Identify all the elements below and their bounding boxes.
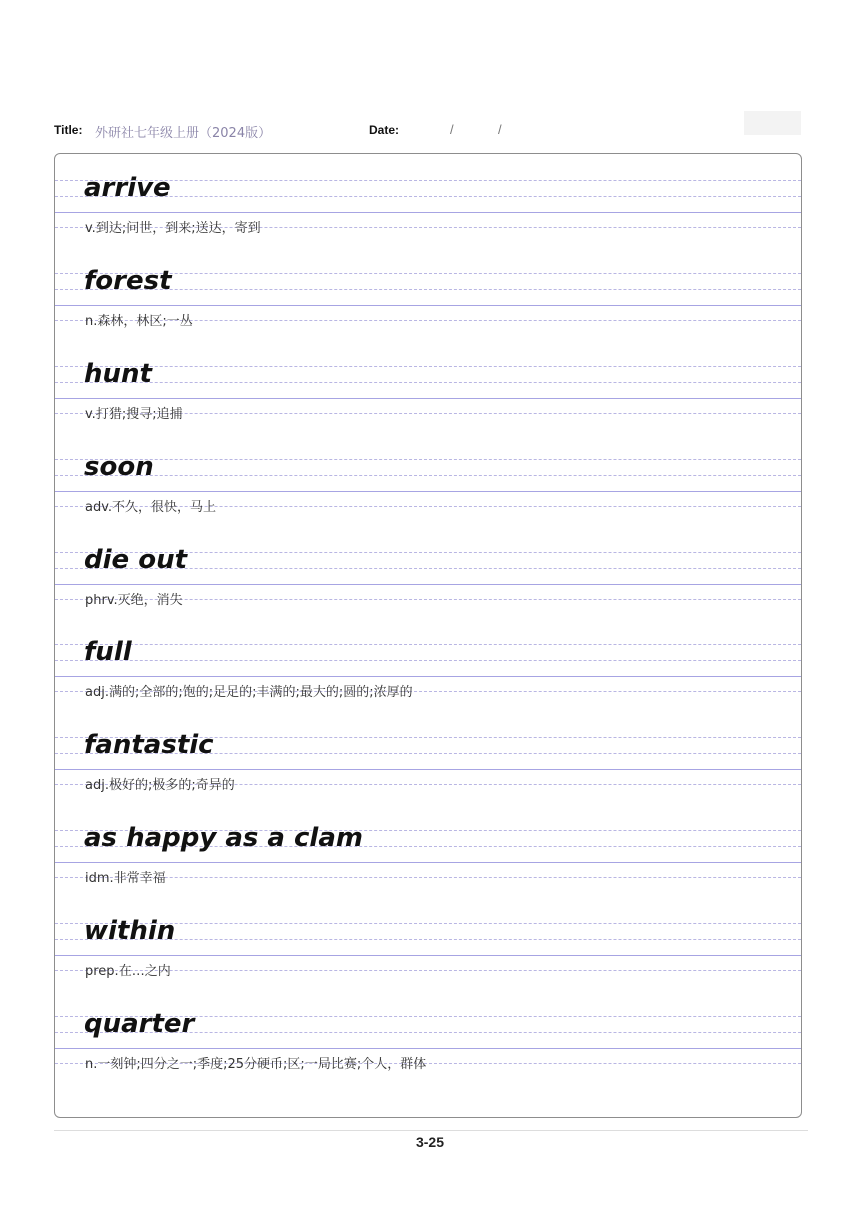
vocab-entry <box>55 909 801 1002</box>
vocab-word: fantastic <box>84 730 214 760</box>
page-number: 3-25 <box>415 1134 445 1150</box>
vocab-entry <box>55 352 801 445</box>
vocab-word: soon <box>84 452 154 482</box>
date-separator: / <box>498 122 502 137</box>
vocab-word: quarter <box>84 1009 195 1039</box>
vocab-entry <box>55 630 801 723</box>
vocab-word: hunt <box>84 359 152 389</box>
vocab-word: die out <box>84 545 188 575</box>
vocab-entry <box>55 259 801 352</box>
vocab-entry <box>55 1002 801 1095</box>
vocab-word: as happy as a clam <box>84 823 363 853</box>
vocab-entry <box>55 166 801 259</box>
vocab-meaning: v.打猎;搜寻;追捕 <box>85 407 183 422</box>
vocab-meaning: n.一刻钟;四分之一;季度;25分硬币;区;一局比赛;个人，群体 <box>85 1057 427 1072</box>
title-label: Title: <box>54 123 83 137</box>
date-separator: / <box>450 122 454 137</box>
vocabulary-frame <box>54 153 802 1118</box>
vocab-meaning: phrv.灭绝，消失 <box>85 593 183 608</box>
worksheet-header <box>54 121 814 141</box>
vocab-meaning: v.到达;问世，到来;送达，寄到 <box>85 221 261 236</box>
vocab-meaning: prep.在…之内 <box>85 964 171 979</box>
vocab-word: within <box>84 916 176 946</box>
vocab-word: full <box>84 637 132 667</box>
date-label: Date: <box>369 123 400 137</box>
vocab-entry <box>55 723 801 816</box>
vocab-entry <box>55 538 801 631</box>
vocab-word: forest <box>84 266 172 296</box>
vocab-entry <box>55 445 801 538</box>
title-value: 外研社七年级上册（2024版） <box>95 126 272 141</box>
footer-divider <box>54 1130 808 1131</box>
vocab-entry <box>55 816 801 909</box>
vocab-meaning: adj.满的;全部的;饱的;足足的;丰满的;最大的;圆的;浓厚的 <box>85 685 413 700</box>
vocab-meaning: n.森林，林区;一丛 <box>85 314 193 329</box>
vocab-meaning: adj.极好的;极多的;奇异的 <box>85 778 235 793</box>
vocab-meaning: idm.非常幸福 <box>85 871 166 886</box>
vocab-word: arrive <box>84 173 171 203</box>
vocab-meaning: adv.不久，很快，马上 <box>85 500 217 515</box>
corner-placeholder-box <box>744 111 801 135</box>
